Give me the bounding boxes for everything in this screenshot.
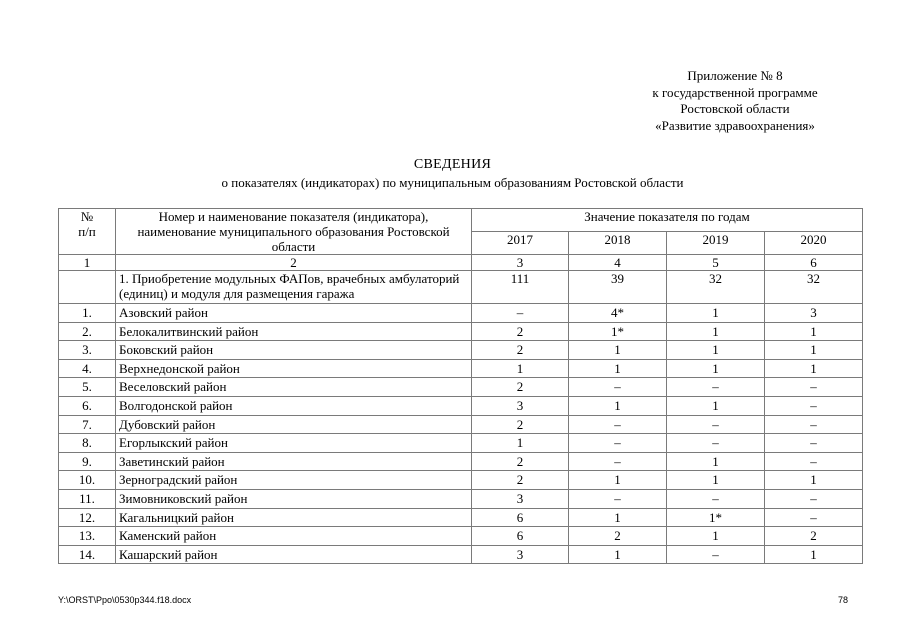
- district-name-cell: Егорлыкский район: [116, 434, 472, 453]
- year-value-cell: 2: [472, 378, 569, 397]
- year-value-cell: –: [472, 304, 569, 323]
- district-name-cell: Волгодонской район: [116, 396, 472, 415]
- indicators-table: [58, 208, 863, 564]
- year-value-cell: 1: [667, 359, 765, 378]
- district-name-cell: Зимовниковский район: [116, 489, 472, 508]
- district-name-cell: Зерноградский район: [116, 471, 472, 490]
- year-value-cell: 1: [667, 341, 765, 360]
- district-name-cell: Белокалитвинский район: [116, 322, 472, 341]
- column-number-cell: 6: [765, 255, 863, 271]
- column-number-cell: 4: [569, 255, 667, 271]
- district-name-cell: Боковский район: [116, 341, 472, 360]
- year-value-cell: 1: [569, 359, 667, 378]
- document-subtitle: о показателях (индикаторах) по муниципальным образованиям Ростовской области: [221, 175, 684, 190]
- file-path: Y:\ORST\Ppo\0530p344.f18.docx: [58, 595, 192, 605]
- year-value-cell: 2: [472, 452, 569, 471]
- year-value-cell: –: [765, 452, 863, 471]
- year-value-cell: –: [765, 489, 863, 508]
- year-value-cell: 4*: [569, 304, 667, 323]
- year-value-cell: –: [765, 415, 863, 434]
- column-number-cell: 1: [59, 255, 116, 271]
- district-name-cell: Веселовский район: [116, 378, 472, 397]
- year-value-cell: 2: [472, 341, 569, 360]
- year-value-cell: –: [667, 545, 765, 564]
- year-value-cell: 6: [472, 508, 569, 527]
- year-value-cell: –: [765, 508, 863, 527]
- table-row: [59, 527, 863, 546]
- year-value-cell: 3: [472, 545, 569, 564]
- year-value-cell: 1: [765, 359, 863, 378]
- indicator-value-cell: 111: [472, 271, 569, 304]
- appendix-line-3: Ростовской области: [680, 101, 790, 116]
- district-name-cell: Кашарский район: [116, 545, 472, 564]
- row-number-cell: 9.: [59, 452, 116, 471]
- header-name-cell: Номер и наименование показателя (индикатора), наименование муниципального образования Ростовской области: [116, 209, 472, 255]
- row-number-cell: 5.: [59, 378, 116, 397]
- table-row: [59, 471, 863, 490]
- row-number-cell: 2.: [59, 322, 116, 341]
- year-value-cell: 2: [569, 527, 667, 546]
- indicator-number-cell: [59, 271, 116, 304]
- year-value-cell: –: [765, 396, 863, 415]
- district-name-cell: Азовский район: [116, 304, 472, 323]
- appendix-header: [600, 68, 870, 134]
- table-row: [59, 322, 863, 341]
- year-value-cell: –: [569, 489, 667, 508]
- column-number-cell: 5: [667, 255, 765, 271]
- appendix-line-2: к государственной программе: [652, 84, 818, 100]
- indicator-name-cell: 1. Приобретение модульных ФАПов, врачебных амбулаторий (единиц) и модуля для размещения гаража: [116, 271, 472, 304]
- year-value-cell: –: [569, 452, 667, 471]
- year-value-cell: 1: [472, 359, 569, 378]
- row-number-cell: 11.: [59, 489, 116, 508]
- header-year-cell: 2017: [472, 232, 569, 255]
- appendix-line-4: «Развитие здравоохранения»: [655, 117, 815, 133]
- year-value-cell: 2: [472, 471, 569, 490]
- header-year-cell: 2018: [569, 232, 667, 255]
- table-row: [59, 489, 863, 508]
- table-row: [59, 545, 863, 564]
- indicator-value-cell: 32: [667, 271, 765, 304]
- row-number-cell: 12.: [59, 508, 116, 527]
- year-value-cell: –: [667, 434, 765, 453]
- year-value-cell: 2: [472, 415, 569, 434]
- column-number-cell: 3: [472, 255, 569, 271]
- year-value-cell: –: [569, 434, 667, 453]
- year-value-cell: 1: [765, 545, 863, 564]
- year-value-cell: 1: [765, 471, 863, 490]
- year-value-cell: 1: [765, 322, 863, 341]
- header-year-cell: 2019: [667, 232, 765, 255]
- table-row: [59, 396, 863, 415]
- year-value-cell: 1: [765, 341, 863, 360]
- header-year-cell: 2020: [765, 232, 863, 255]
- year-value-cell: 1: [569, 508, 667, 527]
- table-row: [59, 304, 863, 323]
- year-value-cell: 1*: [667, 508, 765, 527]
- year-value-cell: 1: [569, 341, 667, 360]
- row-number-cell: 6.: [59, 396, 116, 415]
- year-value-cell: 1: [667, 527, 765, 546]
- district-name-cell: Дубовский район: [116, 415, 472, 434]
- table-row: [59, 378, 863, 397]
- year-value-cell: –: [667, 489, 765, 508]
- table-row: [59, 341, 863, 360]
- table-row: [59, 452, 863, 471]
- year-value-cell: –: [569, 378, 667, 397]
- header-number-cell: № п/п: [59, 209, 116, 255]
- year-value-cell: –: [765, 434, 863, 453]
- row-number-cell: 8.: [59, 434, 116, 453]
- year-value-cell: 1: [667, 396, 765, 415]
- row-number-cell: 13.: [59, 527, 116, 546]
- table-row: [59, 508, 863, 527]
- header-values-cell: Значение показателя по годам: [472, 209, 863, 232]
- year-value-cell: 2: [765, 527, 863, 546]
- year-value-cell: 1: [667, 471, 765, 490]
- table-row: [59, 434, 863, 453]
- year-value-cell: 1: [472, 434, 569, 453]
- row-number-cell: 14.: [59, 545, 116, 564]
- year-value-cell: 1: [569, 396, 667, 415]
- year-value-cell: –: [667, 415, 765, 434]
- year-value-cell: 1: [569, 545, 667, 564]
- table-row: [59, 359, 863, 378]
- district-name-cell: Верхнедонской район: [116, 359, 472, 378]
- row-number-cell: 1.: [59, 304, 116, 323]
- table-row: [59, 415, 863, 434]
- district-name-cell: Заветинский район: [116, 452, 472, 471]
- year-value-cell: 6: [472, 527, 569, 546]
- year-value-cell: 2: [472, 322, 569, 341]
- row-number-cell: 10.: [59, 471, 116, 490]
- year-value-cell: –: [765, 378, 863, 397]
- indicator-value-cell: 32: [765, 271, 863, 304]
- year-value-cell: 1: [667, 452, 765, 471]
- appendix-line-1: Приложение № 8: [687, 68, 783, 83]
- year-value-cell: 1: [667, 304, 765, 323]
- row-number-cell: 3.: [59, 341, 116, 360]
- column-number-cell: 2: [116, 255, 472, 271]
- year-value-cell: 3: [765, 304, 863, 323]
- document-title: СВЕДЕНИЯ: [413, 157, 492, 172]
- year-value-cell: –: [569, 415, 667, 434]
- year-value-cell: 1: [569, 471, 667, 490]
- row-number-cell: 7.: [59, 415, 116, 434]
- year-value-cell: 3: [472, 396, 569, 415]
- page-number: 78: [838, 595, 849, 605]
- row-number-cell: 4.: [59, 359, 116, 378]
- year-value-cell: 3: [472, 489, 569, 508]
- year-value-cell: –: [667, 378, 765, 397]
- district-name-cell: Каменский район: [116, 527, 472, 546]
- indicator-value-cell: 39: [569, 271, 667, 304]
- district-name-cell: Кагальницкий район: [116, 508, 472, 527]
- year-value-cell: 1: [667, 322, 765, 341]
- year-value-cell: 1*: [569, 322, 667, 341]
